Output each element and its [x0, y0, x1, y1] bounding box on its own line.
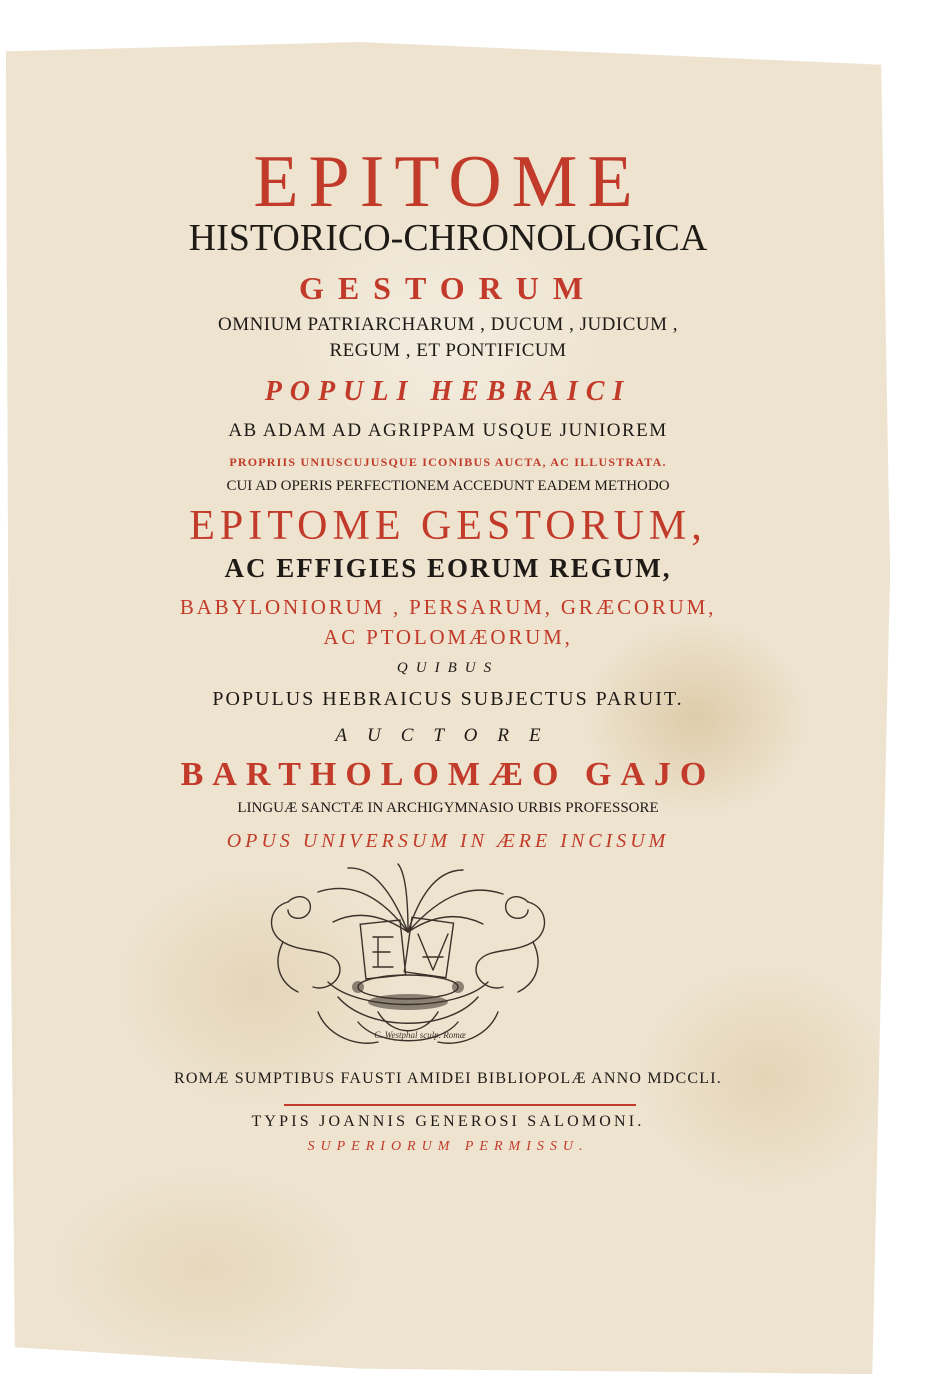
omnium-line: OMNIUM PATRIARCHARUM , DUCUM , JUDICUM , — [217, 314, 679, 335]
professor-line: LINGUÆ SANCTÆ IN ARCHIGYMNASIO URBIS PROFESSORE — [237, 800, 659, 816]
permission-line: SUPERIORUM PERMISSU. — [307, 1139, 589, 1154]
populus-line: POPULUS HEBRAICUS SUBJECTUS PARUIT. — [212, 688, 684, 710]
ab-adam-line: AB ADAM AD AGRIPPAM USQUE JUNIOREM — [228, 420, 668, 441]
printer-line: TYPIS JOANNIS GENEROSI SALOMONI. — [251, 1113, 645, 1130]
auctore-line: AUCTORE — [335, 725, 561, 746]
opus-line: OPUS UNIVERSUM IN ÆRE INCISUM — [226, 830, 670, 852]
imprint-line: ROMÆ SUMPTIBUS FAUSTI AMIDEI BIBLIOPOLÆ ANNO MDCCLI. — [174, 1070, 722, 1087]
subtitle: HISTORICO-CHRONOLOGICA — [188, 217, 708, 259]
main-title: EPITOME — [253, 141, 643, 223]
regum-line: REGUM , ET PONTIFICUM — [329, 340, 567, 361]
engraver-signature: C. Westphal sculp. Romæ — [374, 1030, 466, 1040]
ptolomaeorum-line: AC PTOLOMÆORUM, — [323, 625, 573, 649]
author-name: BARTHOLOMÆO GAJO — [180, 756, 716, 793]
populi-heading: POPULI HEBRAICI — [264, 376, 632, 407]
red-rule — [284, 1104, 636, 1106]
epitome-gestorum-heading: EPITOME GESTORUM, — [189, 503, 707, 549]
babyloniorum-line: BABYLONIORUM , PERSARUM, GRÆCORUM, — [179, 595, 717, 619]
effigies-line: AC EFFIGIES EORUM REGUM, — [224, 553, 672, 583]
gestorum-heading: GESTORUM — [298, 270, 598, 306]
propriis-line: PROPRIIS UNIUSCUJUSQUE ICONIBUS AUCTA, AC ILLUSTRATA. — [229, 455, 667, 469]
quibus-line: QUIBUS — [396, 660, 500, 676]
cui-line: CUI AD OPERIS PERFECTIONEM ACCEDUNT EADEM METHODO — [226, 478, 670, 494]
